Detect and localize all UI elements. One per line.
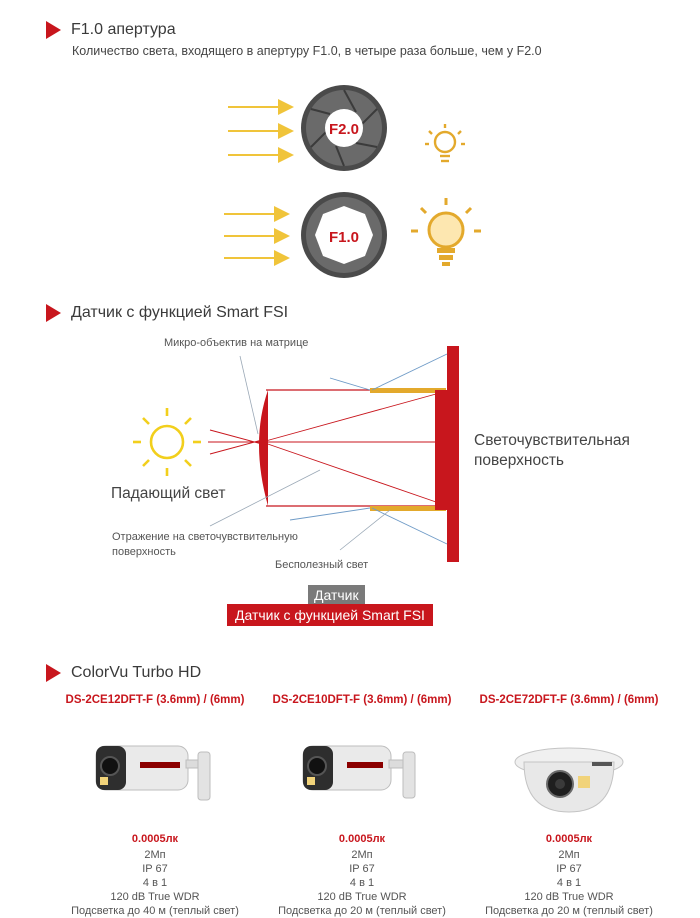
sensor-title: Датчик с функцией Smart FSI [71,304,289,321]
sensor-diagram [0,330,700,580]
large-bulb-icon [411,198,481,266]
aperture-illustration [0,0,700,290]
camera-spec-resolution: 2Мп [558,849,580,861]
sun-icon [133,408,201,476]
camera-card-3 [454,694,684,918]
f20-label: F2.0 [328,121,360,138]
camera-card-1 [40,694,270,918]
sensor-section-title [46,304,288,322]
camera-lux: 0.0005лк [338,833,386,845]
camera-card-2 [247,694,477,918]
camera-spec-resolution: 2Мп [144,849,166,861]
camera-spec-4in1: 4 в 1 [556,877,582,889]
camera-spec-ip: IP 67 [349,863,375,875]
reflection-label-line2: поверхность [112,546,176,558]
camera-spec-wdr: 120 dB True WDR [317,891,407,903]
smart-fsi-badge: Датчик с функцией Smart FSI [227,604,433,626]
camera-spec-ip: IP 67 [142,863,168,875]
camera-lux: 0.0005лк [545,833,593,845]
photosensitive-label-line2: поверхность [474,452,564,469]
useless-light-label: Бесполезный свет [275,559,369,571]
colorvu-title: ColorVu Turbo HD [71,664,202,681]
triangle-marker-icon [46,664,61,682]
reflection-label-line1: Отражение на светочувствительную [112,531,298,543]
colorvu-section-title [46,664,201,682]
photosensitive-surface-icon [447,346,459,562]
camera-model: DS-2CE72DFT-F (3.6mm) / (6mm) [479,694,659,706]
camera-spec-ip: IP 67 [556,863,582,875]
camera-spec-illumination: Подсветка до 20 м (теплый свет) [485,905,653,917]
microlens-label: Микро-объектив на матрице [164,337,309,349]
camera-spec-4in1: 4 в 1 [142,877,168,889]
camera-spec-4in1: 4 в 1 [349,877,375,889]
camera-spec-illumination: Подсветка до 20 м (теплый свет) [278,905,446,917]
camera-model: DS-2CE10DFT-F (3.6mm) / (6mm) [272,694,452,706]
microlens-icon [259,390,268,506]
camera-spec-wdr: 120 dB True WDR [524,891,614,903]
light-arrows-f20-icon [228,107,292,155]
f10-label: F1.0 [328,229,360,246]
photosensitive-label-line1: Светочувствительная [474,432,630,449]
aperture-subtitle: Количество света, входящего в апертуру F1.0, в четыре раза больше, чем у F2.0 [72,44,542,58]
camera-spec-illumination: Подсветка до 40 м (теплый свет) [71,905,239,917]
bullet-camera-icon [297,732,427,814]
sensor-badge: Датчик [308,585,365,605]
incident-light-label: Падающий свет [111,485,226,502]
light-arrows-f10-icon [224,214,288,258]
camera-spec-wdr: 120 dB True WDR [110,891,200,903]
camera-model: DS-2CE12DFT-F (3.6mm) / (6mm) [65,694,245,706]
camera-lux: 0.0005лк [131,833,179,845]
triangle-marker-icon [46,304,61,322]
dome-camera-icon [504,732,634,814]
camera-spec-resolution: 2Мп [351,849,373,861]
bullet-camera-icon [90,732,220,814]
aperture-title: F1.0 апертура [71,21,176,38]
small-bulb-icon [425,124,465,161]
